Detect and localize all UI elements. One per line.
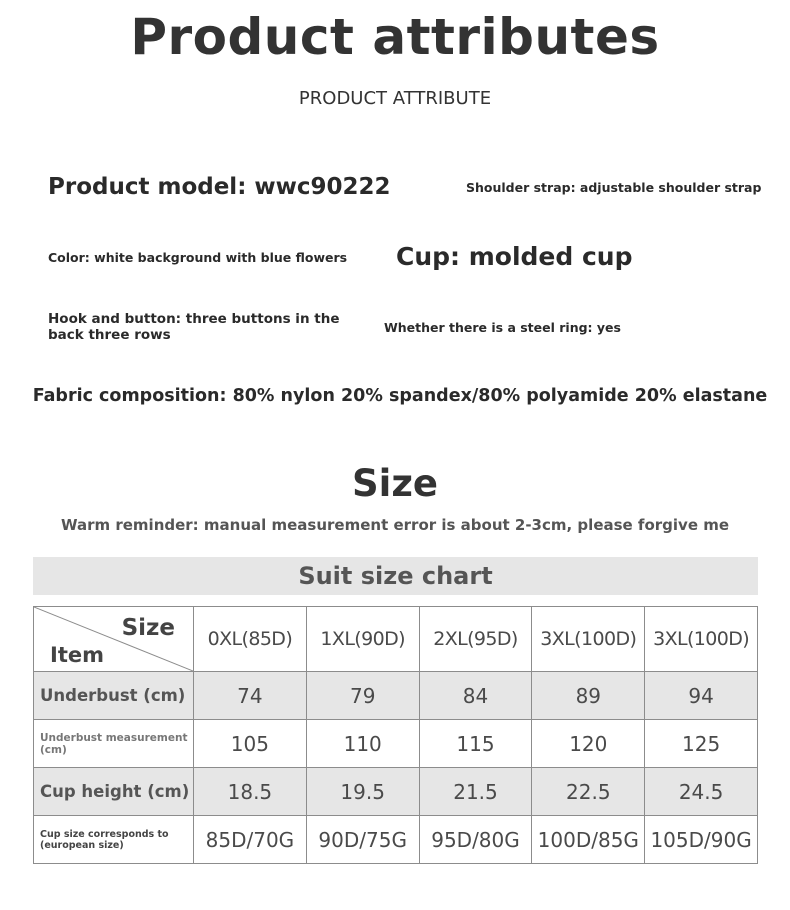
table-cell: 105: [194, 720, 307, 768]
table-cell: 100D/85G: [532, 816, 645, 864]
table-header-row: [34, 607, 758, 672]
table-cell: 95D/80G: [419, 816, 532, 864]
page-subtitle: PRODUCT ATTRIBUTE: [298, 88, 492, 109]
table-cell: 94: [645, 672, 758, 720]
row-label: Underbust (cm): [34, 672, 194, 720]
size-reminder: Warm reminder: manual measurement error is about 2-3cm, please forgive me: [60, 516, 730, 534]
table-row: [34, 720, 758, 768]
column-header: 3XL(100D): [532, 607, 645, 672]
table-cell: 21.5: [419, 768, 532, 816]
row-label: Cup size corresponds to (european size): [34, 816, 194, 864]
table-cell: 110: [306, 720, 419, 768]
size-table: [33, 606, 758, 864]
table-cell: 74: [194, 672, 307, 720]
table-cell: 18.5: [194, 768, 307, 816]
size-section-title: Size: [352, 462, 438, 505]
row-label: Underbust measurement (cm): [34, 720, 194, 768]
column-header: 2XL(95D): [419, 607, 532, 672]
table-cell: 22.5: [532, 768, 645, 816]
table-cell: 90D/75G: [306, 816, 419, 864]
table-cell: 84: [419, 672, 532, 720]
page-title: Product attributes: [130, 8, 660, 66]
table-cell: 120: [532, 720, 645, 768]
corner-item-label: Item: [50, 643, 104, 667]
table-cell: 125: [645, 720, 758, 768]
attr-steel-ring: Whether there is a steel ring: yes: [384, 320, 621, 335]
attr-fabric-composition: Fabric composition: 80% nylon 20% spandex/80% polyamide 20% elastane: [32, 386, 768, 406]
table-row: [34, 816, 758, 864]
corner-size-label: Size: [121, 615, 175, 641]
table-cell: 89: [532, 672, 645, 720]
attr-shoulder-strap: Shoulder strap: adjustable shoulder strap: [466, 180, 762, 195]
column-header: 3XL(100D): [645, 607, 758, 672]
table-cell: 115: [419, 720, 532, 768]
table-row: [34, 672, 758, 720]
row-label: Cup height (cm): [34, 768, 194, 816]
column-header: 0XL(85D): [194, 607, 307, 672]
attr-cup: Cup: molded cup: [396, 242, 633, 271]
size-chart-banner: Suit size chart: [33, 557, 758, 595]
table-corner-cell: [34, 607, 194, 672]
table-cell: 85D/70G: [194, 816, 307, 864]
table-cell: 79: [306, 672, 419, 720]
table-cell: 105D/90G: [645, 816, 758, 864]
attr-hook-and-button: Hook and button: three buttons in the back three rows: [48, 311, 340, 343]
attr-color: Color: white background with blue flowers: [48, 250, 348, 265]
table-cell: 24.5: [645, 768, 758, 816]
table-row: [34, 768, 758, 816]
column-header: 1XL(90D): [306, 607, 419, 672]
table-cell: 19.5: [306, 768, 419, 816]
attr-product-model: Product model: wwc90222: [48, 174, 391, 200]
